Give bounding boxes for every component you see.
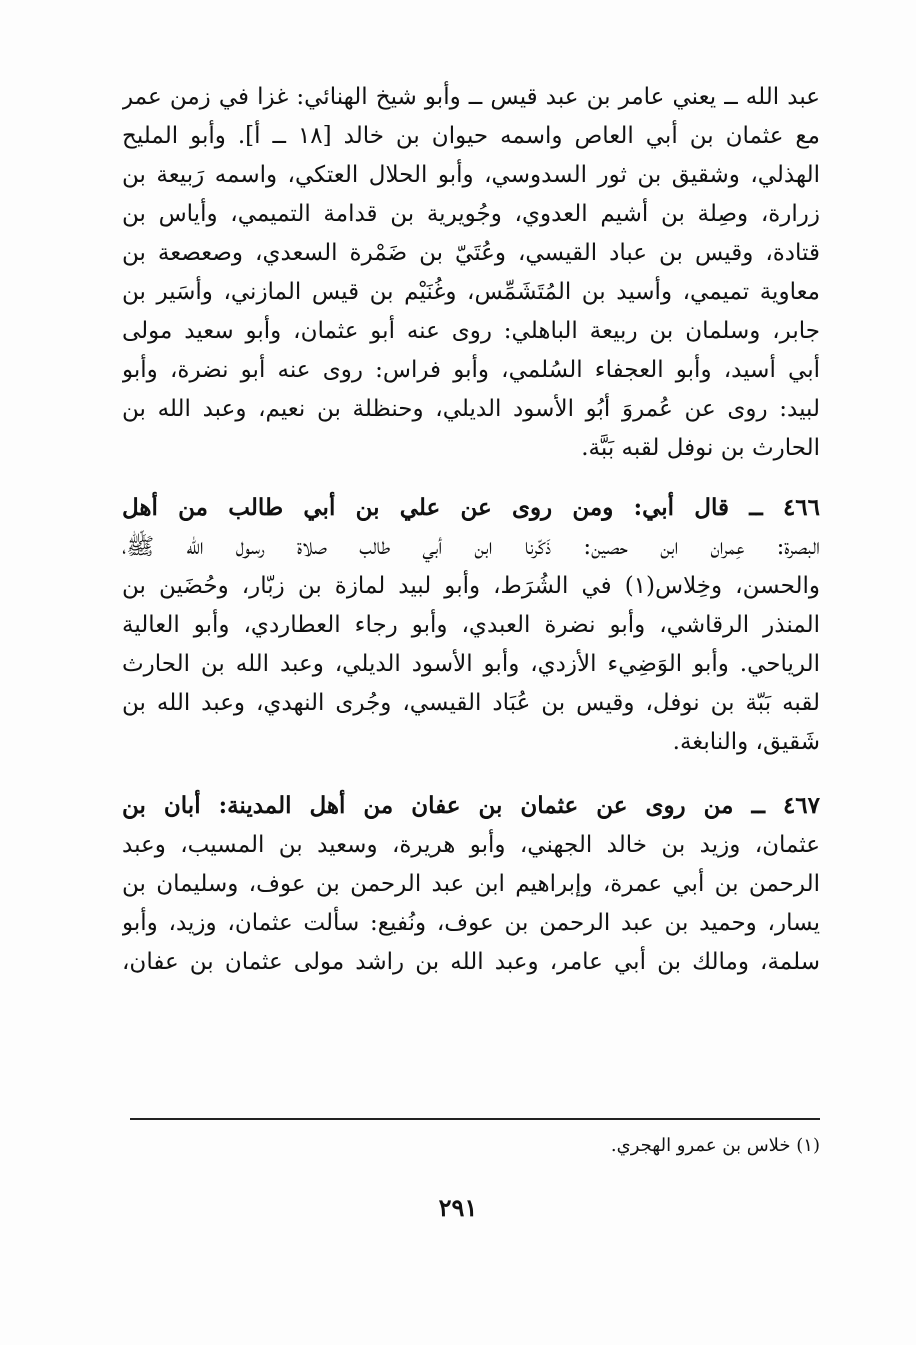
page-number: ٢٩١ xyxy=(438,1193,478,1222)
text-line-8: أبي أسيد، وأبو العجفاء السُلمي، وأبو فراس: روى عنه أبو نضرة، وأبو xyxy=(122,357,820,383)
footnote: (١) خلاس بن عمرو الهجري. xyxy=(610,1135,820,1156)
text-line-15: الرياحي. وأبو الوَضِيء الأزدي، وأبو الأسود الديلي، وعبد الله بن الحارث xyxy=(122,651,820,677)
text-line-6: معاوية تميمي، وأسيد بن المُتَشَمِّس، وغُنَيْم بن قيس المازني، وأسَير بن xyxy=(122,279,820,305)
text-line-12: البصرة: عِمران ابن حصين: ذَكّرنا ابن أبي طالب صلاة رسول الله ﷺ، xyxy=(122,534,820,560)
text-line-22: سلمة، ومالك بن أبي عامر، وعبد الله بن راشد مولى عثمان بن عفان، xyxy=(122,949,820,975)
text-line-3: الهذلي، وشقيق بن ثور السدوسي، وأبو الحلال العتكي، واسمه رَبيعة بن xyxy=(122,162,820,188)
item-467-heading-line: ٤٦٧ ــ من روى عن عثمان بن عفان من أهل المدينة: أبان بن xyxy=(122,792,820,819)
text-line-14: المنذر الرقاشي، وأبو نضرة العبدي، وأبو رجاء العطاردي، وأبو العالية xyxy=(122,612,820,638)
text-line-17: شَقيق، والنابغة. xyxy=(672,729,820,755)
footnote-divider xyxy=(130,1118,820,1120)
text-line-5: قتادة، وقيس بن عباد القيسي، وعُتَيّ بن ضَمْرة السعدي، وصعصعة بن xyxy=(122,240,820,266)
text-line-16: لقبه بَبّة بن نوفل، وقيس بن عُبَاد القيسي، وجُرى النهدي، وعبد الله بن xyxy=(122,690,820,716)
text-line-9: لبيد: روى عن عُمروَ أبُو الأسود الديلي، وحنظلة بن نعيم، وعبد الله بن xyxy=(122,396,820,422)
text-line-20: الرحمن بن أبي عمرة، وإبراهيم ابن عبد الرحمن بن عوف، وسليمان بن xyxy=(122,871,820,897)
text-line-7: جابر، وسلمان بن ربيعة الباهلي: روى عنه أبو عثمان، وأبو سعيد مولى xyxy=(122,318,820,344)
item-466-heading-line: ٤٦٦ ــ قال أبي: ومن روى عن علي بن أبي طالب من أهل xyxy=(122,494,820,521)
text-line-19: عثمان، وزيد بن خالد الجهني، وأبو هريرة، وسعيد بن المسيب، وعبد xyxy=(122,832,820,858)
text-line-4: زرارة، وصِلة بن أشيم العدوي، وجُويرية بن قدامة التميمي، وأياس بن xyxy=(122,201,820,227)
text-line-13: والحسن، وخِلاس(١) في الشُرَط، وأبو لبيد لمازة بن زبّار، وحُضَين بن xyxy=(122,573,820,599)
text-line-2: مع عثمان بن أبي العاص واسمه حيوان بن خالد [١٨ ــ أ]. وأبو المليح xyxy=(122,123,820,149)
text-line-21: يسار، وحميد بن عبد الرحمن بن عوف، ونُفيع: سألت عثمان، وزيد، وأبو xyxy=(122,910,820,936)
text-line-1: عبد الله ــ يعني عامر بن عبد قيس ــ وأبو شيخ الهنائي: غزا في زمن عمر xyxy=(122,84,820,110)
text-line-10: الحارث بن نوفل لقبه بَبَّة. xyxy=(581,435,820,461)
